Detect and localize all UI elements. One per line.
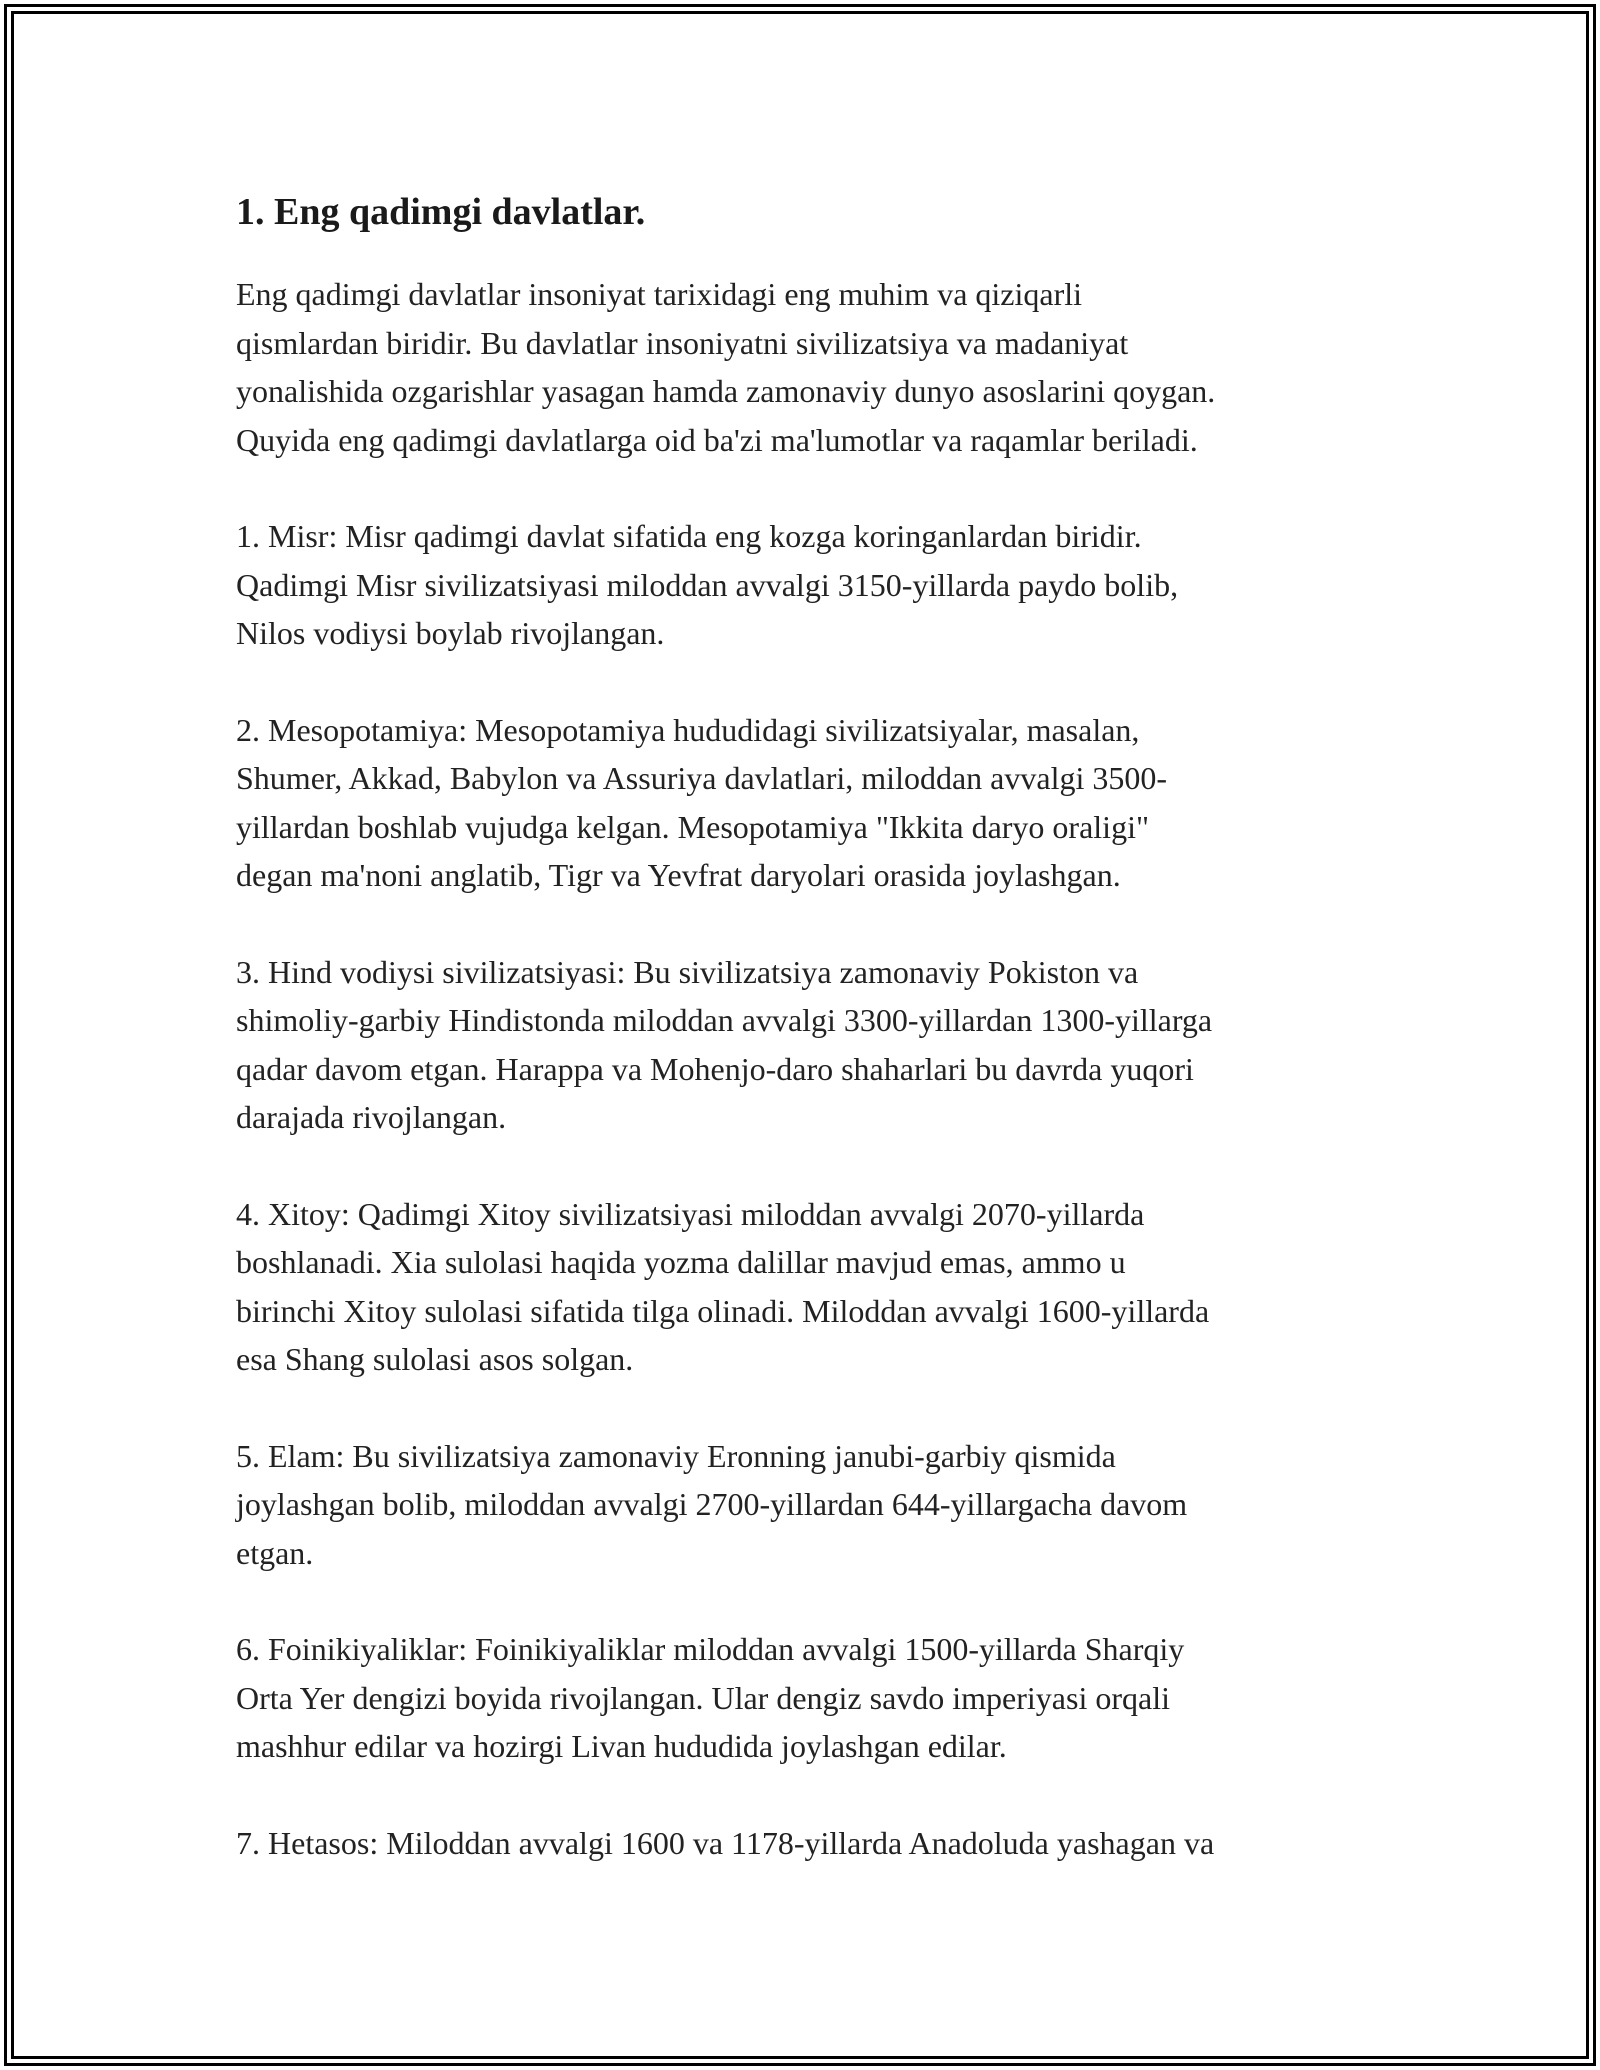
item-elam: 5. Elam: Bu sivilizatsiya zamonaviy Eronning janubi-garbiy qismida joylashgan bolib, miloddan avvalgi 2700-yillardan 644-yillargacha davom etgan. <box>236 1437 1188 1571</box>
item-hetasos: 7. Hetasos: Miloddan avvalgi 1600 va 1178-yillarda Anadoluda yashagan va <box>236 1824 1215 1861</box>
section-heading: 1. Eng qadimgi davlatlar. <box>236 191 646 233</box>
intro-paragraph: Eng qadimgi davlatlar insoniyat tarixidagi eng muhim va qiziqarli qismlardan biridir. Bu davlatlar insoniyatni sivilizatsiya va madaniyat yonalishida ozgarishlar yasagan hamda zamonaviy dunyo asoslarini qoygan. Quyida eng qadimgi davlatlarga oid ba'zi ma'lumotlar va raqamlar beriladi. <box>236 276 1216 458</box>
document-body <box>236 184 1416 1915</box>
item-hind-vodiysi: 3. Hind vodiysi sivilizatsiyasi: Bu sivilizatsiya zamonaviy Pokiston va shimoliy-garbiy Hindistonda miloddan avvalgi 3300-yillardan 1300-yillarga qadar davom etgan. Harappa va Mohenjo-daro shaharlari bu davrda yuqori darajada rivojlangan. <box>236 953 1213 1135</box>
item-xitoy: 4. Xitoy: Qadimgi Xitoy sivilizatsiyasi miloddan avvalgi 2070-yillarda boshlanadi. Xia sulolasi haqida yozma dalillar mavjud emas, ammo u birinchi Xitoy sulolasi sifatida tilga olinadi. Miloddan avvalgi 1600-yillarda esa Shang sulolasi asos solgan. <box>236 1195 1210 1377</box>
item-foinikiyaliklar: 6. Foinikiyaliklar: Foinikiyaliklar miloddan avvalgi 1500-yillarda Sharqiy Orta Yer dengizi boyida rivojlangan. Ular dengiz savdo imperiyasi orqali mashhur edilar va hozirgi Livan hududida joylashgan edilar. <box>236 1631 1185 1764</box>
item-mesopotamiya: 2. Mesopotamiya: Mesopotamiya hududidagi sivilizatsiyalar, masalan, Shumer, Akkad, Babylon va Assuriya davlatlari, miloddan avvalgi 3500- yillardan boshlab vujudga kelgan. Mesopotamiya "Ikkita daryo oraligi" degan ma'noni anglatib, Tigr va Yevfrat daryolari orasida joylashgan. <box>236 711 1167 893</box>
item-misr: 1. Misr: Misr qadimgi davlat sifatida eng kozga koringanlardan biridir. Qadimgi Misr sivilizatsiyasi miloddan avvalgi 3150-yillarda paydo bolib, Nilos vodiysi boylab rivojlangan. <box>236 518 1179 651</box>
